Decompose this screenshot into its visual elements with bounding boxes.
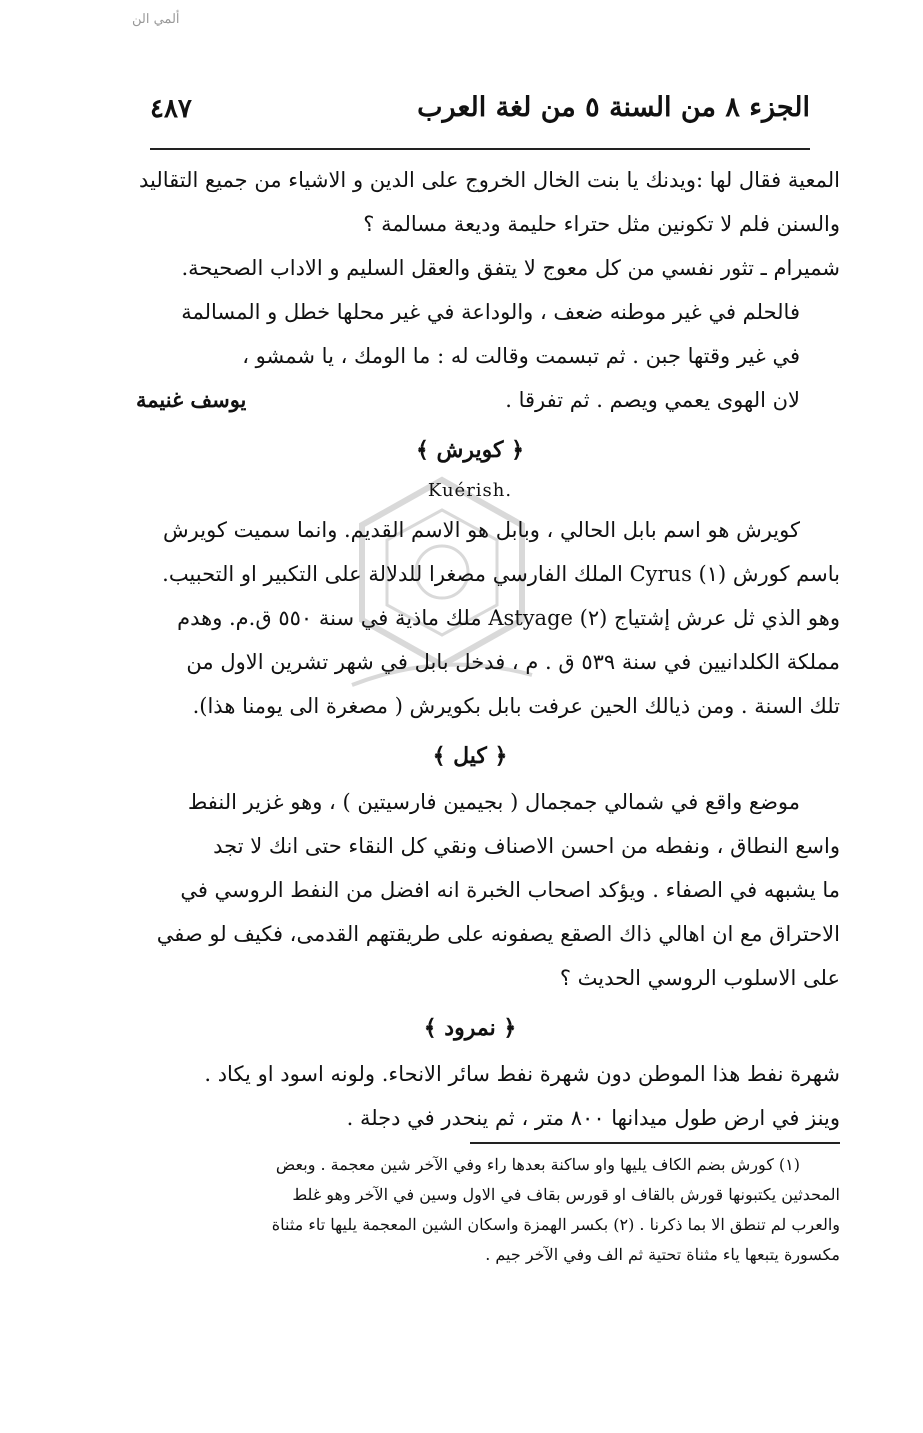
footnotes [100, 1150, 840, 1270]
text-line: المعية فقال لها :ويدنك يا بنت الخال الخروج على الدين و الاشياء من جميع التقاليد [139, 168, 840, 192]
page-number: ٤٨٧ [150, 94, 192, 124]
running-title: الجزء ٨ من السنة ٥ من لغة العرب [417, 92, 810, 123]
footnote-line: المحدثين يكتبونها قورش بالقاف او قورس بقاف في الاول وسين في الآخر وهو غلط [292, 1185, 840, 1204]
article-body [100, 158, 840, 1140]
text-line: موضع واقع في شمالي جمجمال ( بجيمين فارسيتين ) ، وهو غزير النفط [187, 790, 800, 814]
text-line: وهو الذي ثل عرش إشتياج (٢) Astyage ملك ماذية في سنة ٥٥٠ ق.م. وهدم [177, 606, 840, 630]
text-line: والسنن فلم لا تكونين مثل حتراء حليمة وديعة مسالمة ؟ [363, 212, 840, 236]
section-heading-nimrud: ﴿ نمرود ﴾ [423, 1015, 517, 1041]
text-line: شهرة نفط هذا الموطن دون شهرة نفط سائر الانحاء. ولونه اسود او يكاد . [204, 1062, 840, 1086]
author-signature: يوسف غنيمة [136, 387, 247, 412]
footnote-line: والعرب لم تنطق الا بما ذكرنا . (٢) بكسر الهمزة واسكان الشين المعجمة يليها تاء مثناة [271, 1215, 840, 1234]
footnote-line: (١) كورش بضم الكاف يليها واو ساكنة بعدها راء وفي الآخر شين معجمة . وبعض [275, 1155, 800, 1174]
text-line: فالحلم في غير موطنه ضعف ، والوداعة في غير محلها خطل و المسالمة [181, 300, 800, 324]
text-line: على الاسلوب الروسي الحديث ؟ [559, 966, 840, 990]
header-rule [150, 148, 810, 150]
text-line: مملكة الكلدانيين في سنة ٥٣٩ ق . م ، فدخل بابل في شهر تشرين الاول من [186, 650, 840, 674]
text-line: الاحتراق مع ان اهالي ذاك الصقع يصفونه على طريقتهم القدمى، فكيف لو صفي [156, 922, 840, 946]
text-line: كويرش هو اسم بابل الحالي ، وبابل هو الاسم القديم. وانما سميت كويرش [163, 518, 800, 542]
text-line: ما يشبهه في الصفاء . ويؤكد اصحاب الخبرة انه افضل من النفط الروسي في [180, 878, 840, 902]
section-heading-kuerish: ﴿ كويرش ﴾ [415, 437, 525, 463]
closing-line [100, 378, 840, 422]
text-line: شميرام ـ تثور نفسي من كل معوج لا يتفق والعقل السليم و الاداب الصحيحة. [181, 256, 840, 280]
text-line: لان الهوى يعمي ويصم . ثم تفرقا . [505, 388, 800, 412]
text-line: واسع النطاق ، ونفطه من احسن الاصناف ونقي كل النقاء حتى انك لا تجد [213, 834, 840, 858]
text-line: في غير وقتها جبن . ثم تبسمت وقالت له : ما الومك ، يا شمشو ، [242, 344, 800, 368]
text-line: وينز في ارض طول ميدانها ٨٠٠ متر ، ثم ينحدر في دجلة . [346, 1106, 840, 1130]
text-line: تلك السنة . ومن ذيالك الحين عرفت بابل بكويرش ( مصغرة الى يومنا هذا). [192, 694, 840, 718]
section-latin-name: Kuérish. [427, 480, 513, 501]
footnote-rule [470, 1142, 840, 1144]
text-line: باسم كورش (١) Cyrus الملك الفارسي مصغرا للدلالة على التكبير او التحبيب. [162, 562, 840, 586]
footnote-line: مكسورة يتبعها ياء مثناة تحتية ثم الف وفي الآخر جيم . [485, 1245, 840, 1264]
corner-pencil-note: ألمي الن [132, 12, 180, 27]
page-header [150, 92, 810, 136]
section-heading-kayl: ﴿ كيل ﴾ [432, 743, 508, 769]
